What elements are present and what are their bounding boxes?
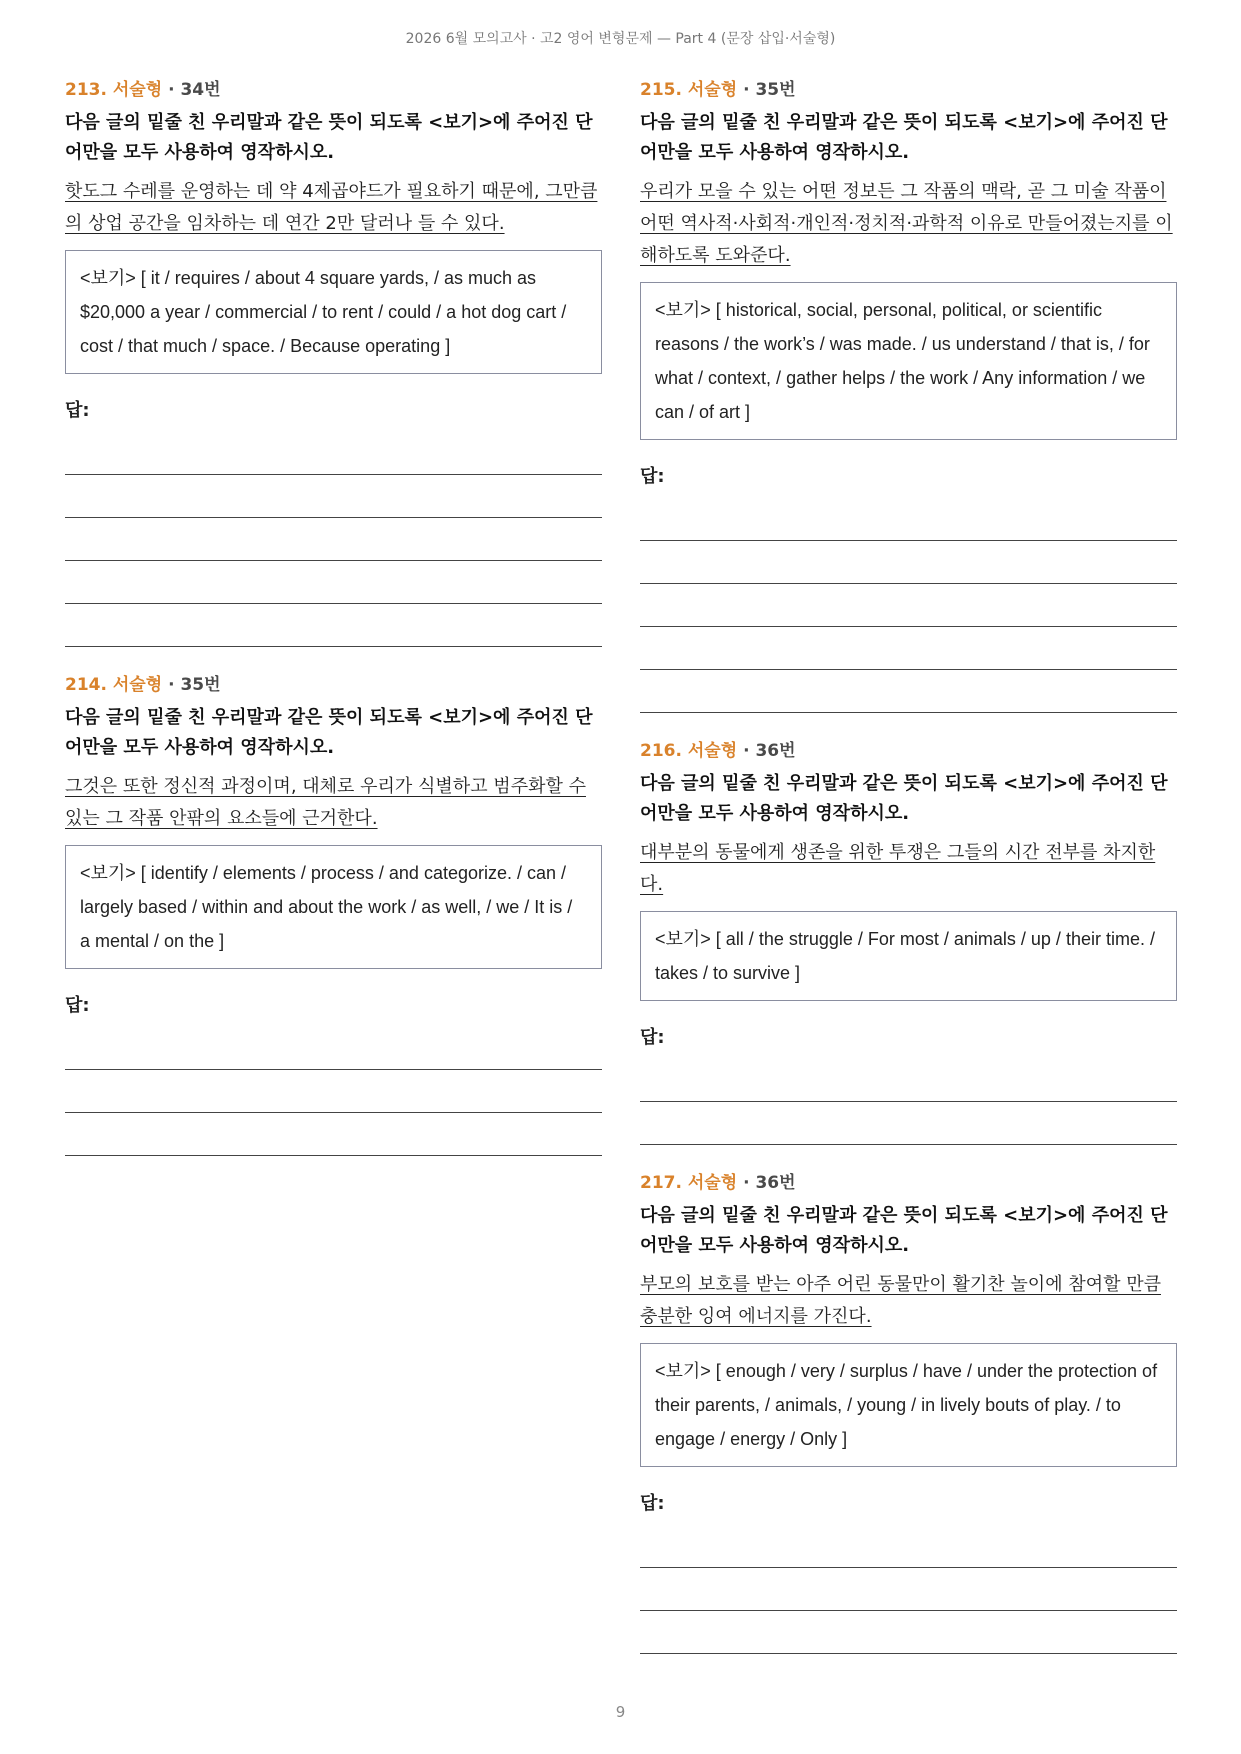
- question-instruction: 다음 글의 밑줄 친 우리말과 같은 뜻이 되도록 <보기>에 주어진 단어만을 모두 사용하여 영작하시오.: [640, 112, 1168, 163]
- answer-lines[interactable]: [640, 498, 1177, 713]
- question-heading: [640, 1171, 1177, 1195]
- left-column: [65, 78, 602, 1182]
- question-source: 34번: [180, 80, 221, 100]
- word-bank-box: <보기> [ enough / very / surplus / have / under the protection of their parents, / animals, / young / in lively bouts of play. / to engage / energy / Only ]: [640, 1343, 1177, 1467]
- question-number: 216.: [640, 741, 682, 761]
- word-bank-box: <보기> [ all / the struggle / For most / animals / up / their time. / takes / to survive ]: [640, 911, 1177, 1001]
- answer-label: 답:: [640, 1027, 665, 1048]
- answer-line[interactable]: [65, 1113, 602, 1156]
- question-instruction: 다음 글의 밑줄 친 우리말과 같은 뜻이 되도록 <보기>에 주어진 단어만을 모두 사용하여 영작하시오.: [65, 707, 593, 758]
- answer-lines[interactable]: [65, 432, 602, 647]
- answer-line[interactable]: [65, 1070, 602, 1113]
- question-source: 35번: [180, 675, 221, 695]
- answer-line[interactable]: [640, 1611, 1177, 1654]
- word-bank-box: <보기> [ it / requires / about 4 square yards, / as much as $20,000 a year / commercial / to rent / could / a hot dog cart / cost / that much / space. / Because operating ]: [65, 250, 602, 374]
- underlined-korean-sentence: 부모의 보호를 받는 아주 어린 동물만이 활기찬 놀이에 참여할 만큼 충분한 잉여 에너지를 가진다.: [640, 1274, 1161, 1327]
- underlined-korean-sentence: 대부분의 동물에게 생존을 위한 투쟁은 그들의 시간 전부를 차지한다.: [640, 842, 1156, 895]
- answer-label: 답:: [640, 466, 665, 487]
- answer-line[interactable]: [640, 627, 1177, 670]
- separator-dot: ·: [168, 675, 175, 695]
- separator-dot: ·: [743, 741, 750, 761]
- question-heading: [65, 673, 602, 697]
- answer-line[interactable]: [640, 541, 1177, 584]
- question-type: 서술형: [112, 80, 163, 100]
- answer-line[interactable]: [640, 670, 1177, 713]
- question-instruction: 다음 글의 밑줄 친 우리말과 같은 뜻이 되도록 <보기>에 주어진 단어만을 모두 사용하여 영작하시오.: [640, 1205, 1168, 1256]
- answer-label: 답:: [640, 1493, 665, 1514]
- answer-line[interactable]: [65, 432, 602, 475]
- answer-line[interactable]: [65, 475, 602, 518]
- question-number: 214.: [65, 675, 107, 695]
- question-heading: [640, 739, 1177, 763]
- separator-dot: ·: [743, 80, 750, 100]
- separator-dot: ·: [168, 80, 175, 100]
- question-214: [65, 673, 602, 1156]
- answer-label: 답:: [65, 400, 90, 421]
- question-type: 서술형: [687, 80, 738, 100]
- answer-lines[interactable]: [640, 1525, 1177, 1654]
- right-column: [640, 78, 1177, 1680]
- question-instruction: 다음 글의 밑줄 친 우리말과 같은 뜻이 되도록 <보기>에 주어진 단어만을 모두 사용하여 영작하시오.: [65, 112, 593, 163]
- question-source: 35번: [755, 80, 796, 100]
- question-source: 36번: [755, 741, 796, 761]
- question-215: [640, 78, 1177, 713]
- separator-dot: ·: [743, 1173, 750, 1193]
- answer-line[interactable]: [640, 1102, 1177, 1145]
- question-type: 서술형: [112, 675, 163, 695]
- answer-lines[interactable]: [640, 1059, 1177, 1145]
- underlined-korean-sentence: 핫도그 수레를 운영하는 데 약 4제곱야드가 필요하기 때문에, 그만큼의 상업 공간을 임차하는 데 연간 2만 달러나 들 수 있다.: [65, 181, 598, 234]
- question-number: 213.: [65, 80, 107, 100]
- answer-lines[interactable]: [65, 1027, 602, 1156]
- answer-line[interactable]: [640, 584, 1177, 627]
- underlined-korean-sentence: 그것은 또한 정신적 과정이며, 대체로 우리가 식별하고 범주화할 수 있는 그 작품 안팎의 요소들에 근거한다.: [65, 776, 586, 829]
- question-number: 217.: [640, 1173, 682, 1193]
- question-213: [65, 78, 602, 647]
- answer-line[interactable]: [65, 1027, 602, 1070]
- question-type: 서술형: [687, 1173, 738, 1193]
- page-number: 9: [615, 1703, 626, 1721]
- word-bank-box: <보기> [ identify / elements / process / and categorize. / can / largely based / within and about the work / as well, / we / It is / a mental / on the ]: [65, 845, 602, 969]
- word-bank-box: <보기> [ historical, social, personal, political, or scientific reasons / the work’s / was made. / us understand / that is, / for what / context, / gather helps / the work / Any information / we can / of art ]: [640, 282, 1177, 440]
- answer-line[interactable]: [640, 1525, 1177, 1568]
- answer-label: 답:: [65, 995, 90, 1016]
- question-heading: [65, 78, 602, 102]
- question-source: 36번: [755, 1173, 796, 1193]
- question-type: 서술형: [687, 741, 738, 761]
- running-header: 2026 6월 모의고사 · 고2 영어 변형문제 — Part 4 (문장 삽입·서술형): [405, 31, 836, 47]
- answer-line[interactable]: [65, 604, 602, 647]
- answer-line[interactable]: [640, 1059, 1177, 1102]
- underlined-korean-sentence: 우리가 모을 수 있는 어떤 정보든 그 작품의 맥락, 곧 그 미술 작품이 어떤 역사적·사회적·개인적·정치적·과학적 이유로 만들어졌는지를 이해하도록 도와준다.: [640, 181, 1173, 266]
- question-number: 215.: [640, 80, 682, 100]
- question-216: [640, 739, 1177, 1145]
- answer-line[interactable]: [65, 561, 602, 604]
- question-217: [640, 1171, 1177, 1654]
- question-heading: [640, 78, 1177, 102]
- answer-line[interactable]: [640, 498, 1177, 541]
- answer-line[interactable]: [640, 1568, 1177, 1611]
- question-instruction: 다음 글의 밑줄 친 우리말과 같은 뜻이 되도록 <보기>에 주어진 단어만을 모두 사용하여 영작하시오.: [640, 773, 1168, 824]
- answer-line[interactable]: [65, 518, 602, 561]
